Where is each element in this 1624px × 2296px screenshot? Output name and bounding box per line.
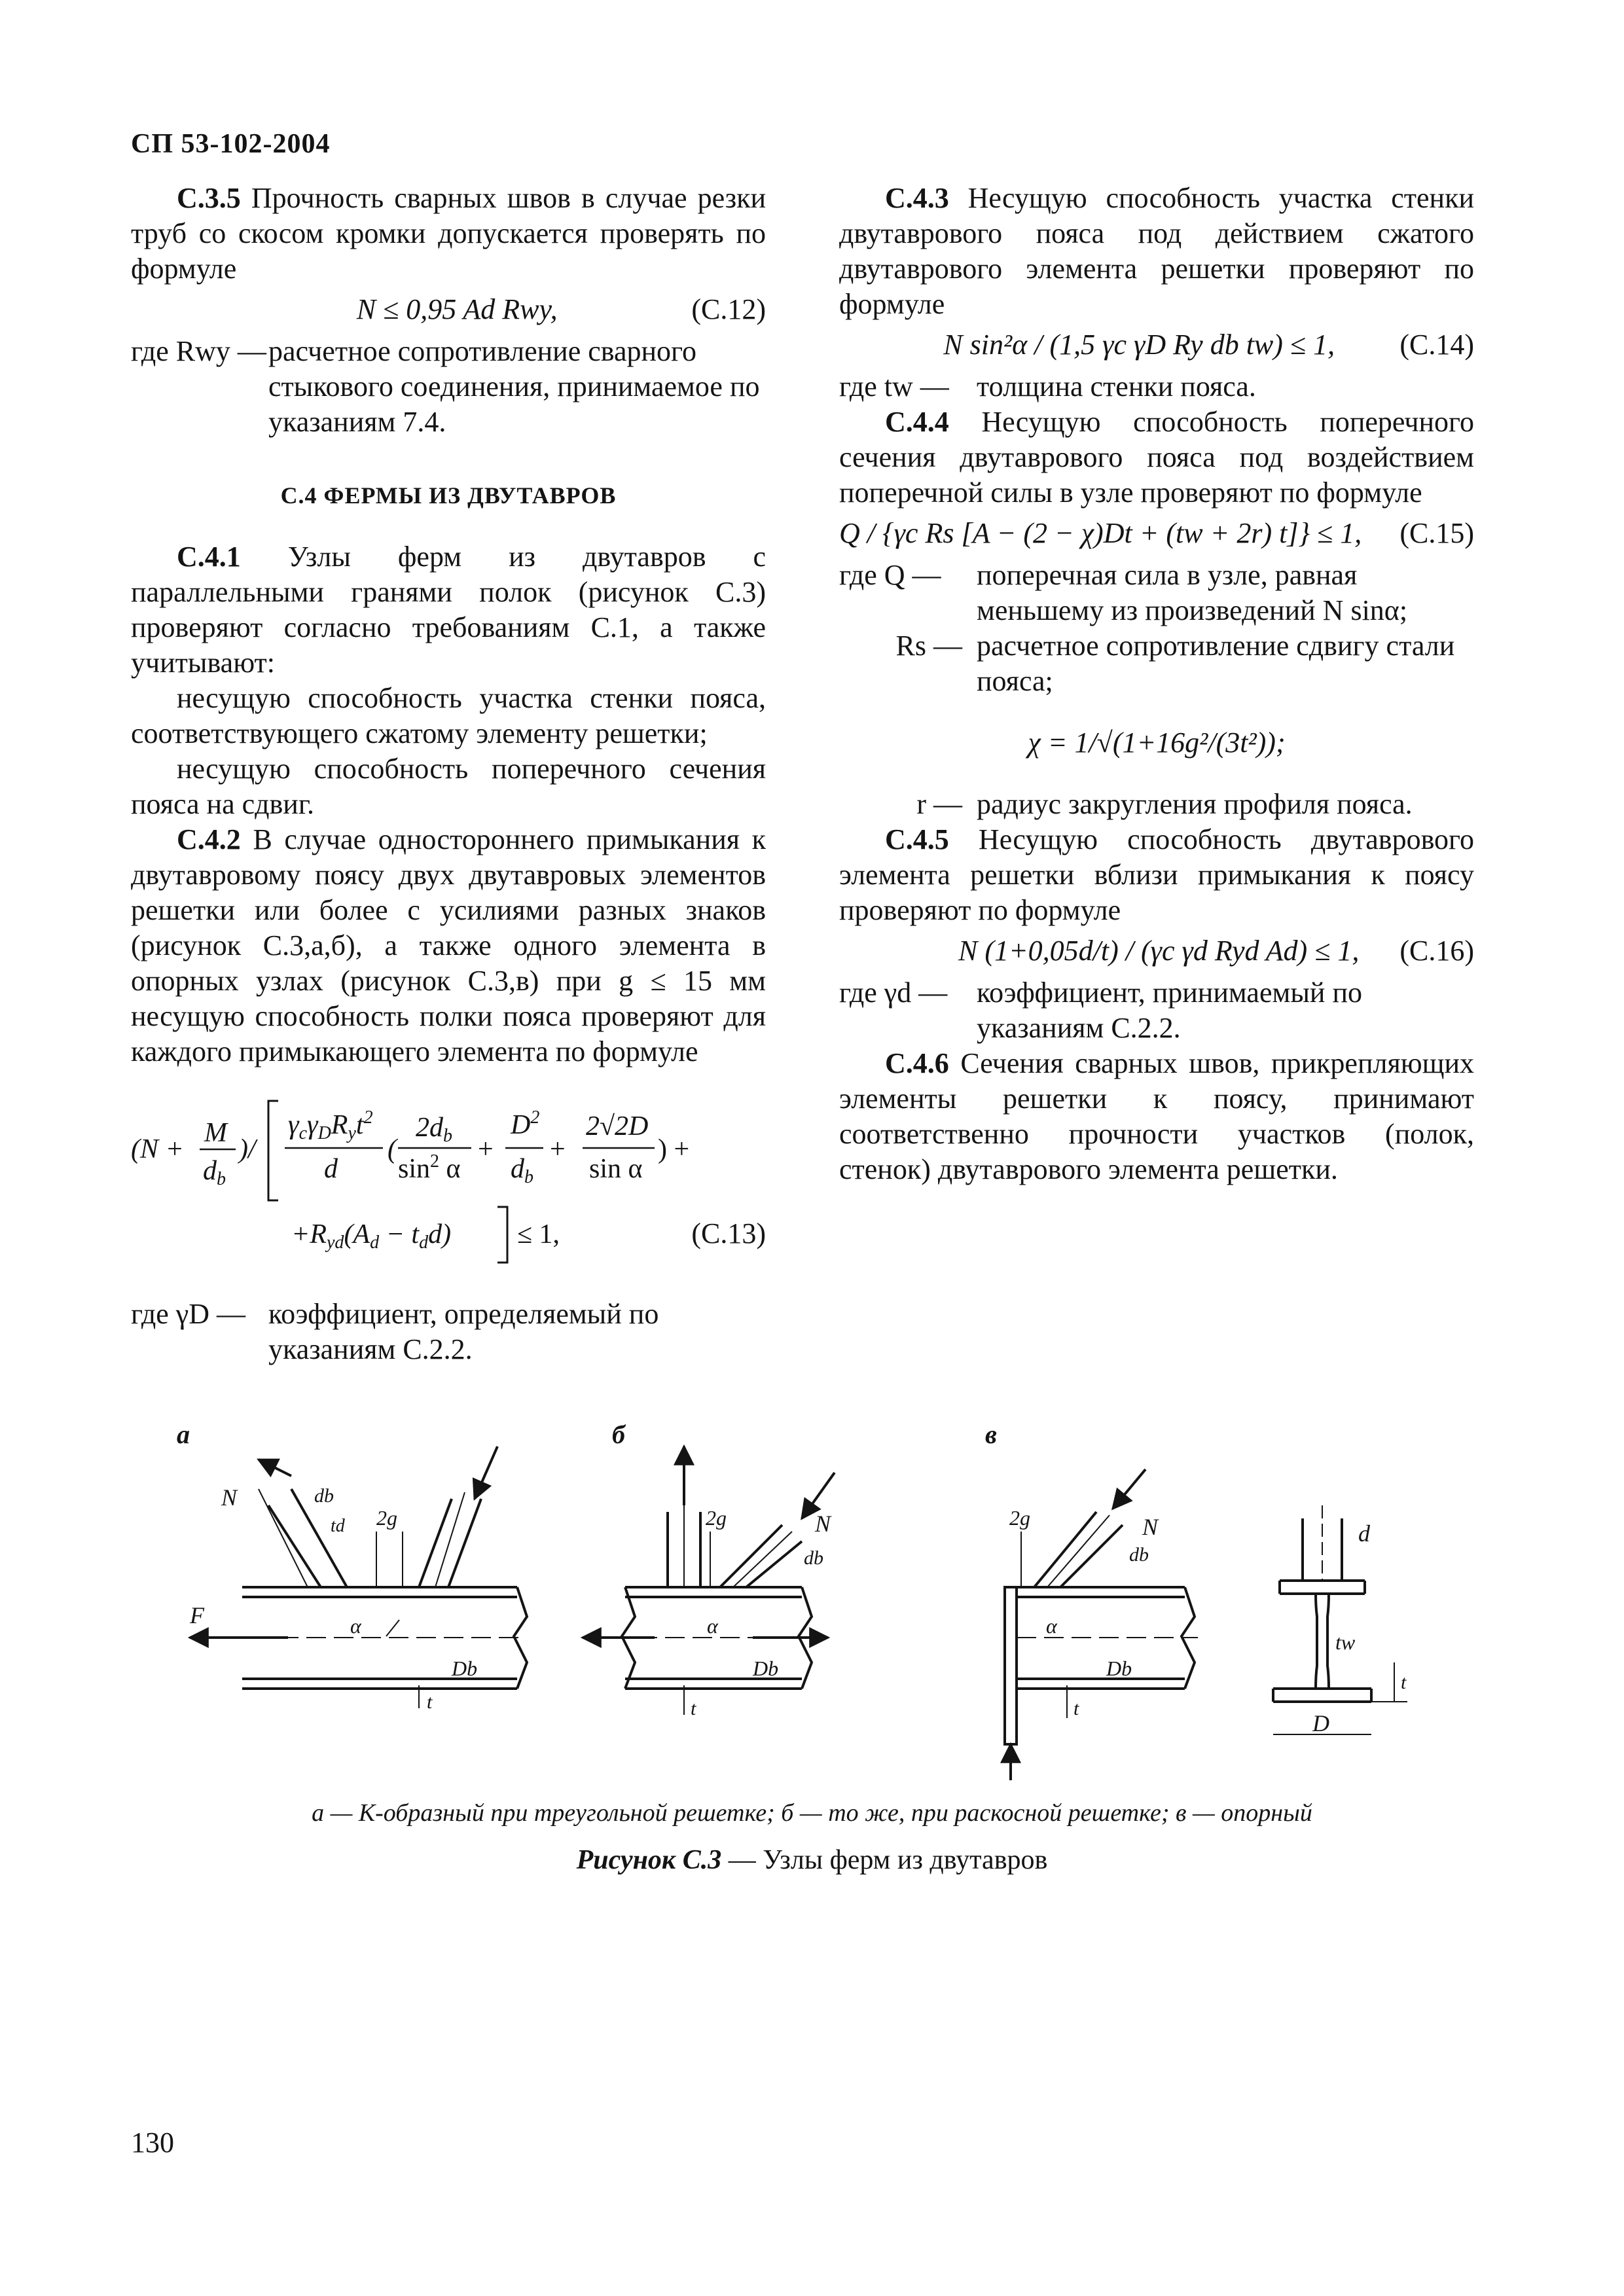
diagram-v	[1005, 1469, 1198, 1780]
label-N: N	[1142, 1514, 1159, 1540]
svg-text:db: db	[203, 1156, 226, 1189]
definition-q	[839, 558, 1474, 628]
force-arrow	[475, 1446, 497, 1499]
clause-c42	[131, 822, 766, 1069]
equation-c15	[839, 516, 1474, 551]
force-arrow	[1113, 1469, 1146, 1509]
svg-text:sin2 α: $\sin^2 \alpha$	[398, 1151, 461, 1184]
svg-text:≤ 1,: ≤ 1,	[517, 1219, 560, 1249]
definition-gammad-small	[839, 975, 1474, 1046]
brace-line	[268, 1505, 321, 1587]
label-Db: Db	[753, 1657, 779, 1680]
definition-symbol: где γd —	[839, 977, 948, 1009]
figure-caption-title: — Узлы ферм из двутавров	[721, 1845, 1048, 1875]
clause-c45	[839, 822, 1474, 928]
figure-label-a: а	[177, 1420, 190, 1449]
equation-text: N ≤ 0,95 Ad Rwy,	[356, 293, 558, 325]
label-N: N	[815, 1511, 831, 1537]
svg-text:d: d	[324, 1154, 338, 1184]
label-db: db	[804, 1547, 823, 1569]
label-t: t	[427, 1691, 433, 1713]
equation-number: (С.16)	[1399, 935, 1474, 967]
label-alpha: α	[350, 1614, 361, 1638]
figure-caption	[0, 1844, 1624, 1876]
label-t: t	[691, 1698, 696, 1719]
equation-c16	[839, 933, 1474, 969]
definition-symbol: где γD —	[131, 1298, 245, 1330]
label-2g: 2g	[706, 1506, 727, 1530]
definition-text: расчетное сопротивление сдвигу стали пояса;	[977, 630, 1455, 697]
brace-line	[448, 1499, 481, 1587]
svg-text:(: (	[388, 1134, 397, 1164]
svg-text:db: db	[511, 1154, 533, 1187]
definition-symbol: r —	[916, 788, 962, 820]
clause-text: В случае одностороннего примыкания к двутавровому поясу двух двутавровых элементов решетки или более с усилиями разных знаков (рисунок С.3,а,б), а также одного элемента в опорных узлах (рисунок С.3,в) при g ≤ 15 мм несущую способность полки пояса проверяют для каждого примыкающего элемента по формуле	[131, 823, 767, 1067]
definition-text: поперечная сила в узле, равная меньшему из произведений N sinα;	[977, 559, 1408, 626]
label-D: D	[1312, 1710, 1329, 1736]
label-F: F	[190, 1602, 204, 1628]
definition-text: коэффициент, определяемый по указаниям С.2.2.	[268, 1298, 659, 1365]
clause-number: С.4.4	[885, 406, 949, 438]
brace-line	[1047, 1515, 1110, 1587]
break-line	[514, 1587, 527, 1689]
angle-line	[386, 1620, 399, 1636]
brace-line	[1034, 1512, 1096, 1587]
equation-c12	[131, 292, 766, 327]
force-arrow	[259, 1460, 291, 1476]
definition-symbol: Rs —	[895, 630, 962, 662]
equation-number: (С.13)	[691, 1217, 766, 1249]
brace-line	[720, 1525, 782, 1587]
definition-r	[839, 787, 1474, 822]
end-plate	[1005, 1587, 1017, 1744]
svg-text:(N +: (N +	[131, 1134, 184, 1164]
label-2g: 2g	[376, 1506, 397, 1530]
equation-number: (С.15)	[1399, 517, 1474, 549]
label-td: td	[331, 1516, 345, 1536]
figure-caption-number: Рисунок С.3	[576, 1845, 722, 1875]
clause-text: Несущую способность двутаврового элемента решетки вблизи примыкания к поясу проверяют по формуле	[839, 823, 1475, 926]
brace-line	[1060, 1525, 1123, 1587]
clause-number: С.4.2	[177, 823, 241, 855]
web-profile	[1316, 1594, 1317, 1689]
definition-symbol: где Q —	[839, 559, 941, 591]
label-tw: tw	[1335, 1630, 1356, 1654]
section-view	[1273, 1505, 1407, 1734]
svg-text:D2: $D^2$	[511, 1107, 540, 1140]
definition-text: расчетное сопротивление сварного стыкового соединения, принимаемое по указаниям 7.4.	[268, 335, 760, 438]
clause-number: С.4.3	[885, 182, 949, 214]
clause-c43	[839, 181, 1474, 322]
figure-subcaption: а — К-образный при треугольной решетке; б — то же, при раскосной решетке; в — опорный	[312, 1799, 1312, 1827]
right-column	[839, 181, 1474, 1187]
label-Db: Db	[1106, 1657, 1132, 1680]
section-title: С.4 ФЕРМЫ ИЗ ДВУТАВРОВ	[280, 482, 617, 509]
definition-text: коэффициент, принимаемый по указаниям С.2.2.	[977, 977, 1362, 1044]
definition-text: толщина стенки пояса.	[977, 370, 1256, 403]
label-t: t	[1401, 1672, 1407, 1693]
clause-text: Несущую способность поперечного сечения двутаврового пояса под воздействием поперечной силы в узле проверяют по формуле	[839, 406, 1474, 509]
list-item: несущую способность поперечного сечения пояса на сдвиг.	[131, 753, 766, 820]
svg-text:) +: ) +	[658, 1134, 690, 1164]
label-Db: Db	[452, 1657, 478, 1680]
clause-text: Несущую способность участка стенки двутаврового пояса под действием сжатого двутаврового элемента решетки проверяют по формуле	[839, 182, 1475, 320]
label-2g: 2g	[1009, 1506, 1030, 1530]
definition-text: радиус закругления профиля пояса.	[977, 788, 1413, 820]
clause-c41	[131, 539, 766, 681]
figure-c3	[0, 1407, 1624, 1780]
clause-number: С.4.6	[885, 1047, 949, 1079]
equation-number: (С.12)	[691, 293, 766, 325]
label-db: db	[314, 1485, 334, 1507]
figure-label-b: б	[612, 1420, 625, 1449]
svg-text:+: +	[478, 1134, 494, 1164]
definition-rs	[839, 628, 1474, 699]
document-header: СП 53-102-2004	[131, 129, 331, 159]
equation-text: N sin²α / (1,5 γc γD Ry db tw) ≤ 1,	[943, 329, 1335, 361]
svg-text:)/: )/	[239, 1134, 256, 1164]
clause-text: Сечения сварных швов, прикрепляющих элементы решетки к поясу, принимают соответственно прочности участков (полок, стенок) двутаврового элемента решетки.	[839, 1047, 1474, 1185]
label-N: N	[221, 1484, 238, 1511]
equation-text: N (1+0,05d/t) / (γc γd Ryd Ad) ≤ 1,	[958, 935, 1360, 967]
svg-text:2√2D: 2√2D	[586, 1111, 649, 1141]
definition-symbol: где tw —	[839, 370, 949, 403]
definition-tw	[839, 369, 1474, 404]
definition-symbol: где Rwy —	[131, 335, 266, 367]
svg-text:+Ryd(Ad − tdd): +Ryd(Ad − tdd)	[291, 1219, 452, 1253]
page-number: 130	[131, 2126, 174, 2159]
definition-gammad	[131, 1297, 766, 1367]
figure-label-v: в	[985, 1420, 997, 1449]
clause-c44	[839, 404, 1474, 511]
label-db: db	[1129, 1544, 1149, 1566]
clause-number: С.4.1	[177, 541, 241, 573]
left-column	[131, 181, 766, 1367]
equation-number: (С.14)	[1399, 329, 1474, 361]
equation-c14	[839, 327, 1474, 363]
svg-text:M: M	[204, 1118, 227, 1148]
diagram-b	[583, 1446, 835, 1715]
label-d: d	[1358, 1520, 1370, 1547]
list-item: несущую способность участка стенки пояса, соответствующего сжатому элементу решетки;	[131, 682, 766, 749]
equation-text: Q / {γc Rs [A − (2 − χ)Dt + (tw + 2r) t]} ≤ 1,	[839, 517, 1362, 549]
svg-text:sin α: sin α	[589, 1154, 643, 1184]
clause-text: Узлы ферм из двутавров с параллельными гранями полок (рисунок С.3) проверяют согласно требованиям С.1, а также учитывают:	[131, 541, 766, 679]
clause-number: С.4.5	[885, 823, 949, 855]
clause-c35	[131, 181, 766, 287]
formula-c13	[131, 1096, 766, 1266]
definition-rwy	[131, 334, 766, 440]
brace-line	[733, 1532, 792, 1587]
svg-text:2db: 2db	[416, 1113, 452, 1146]
label-alpha: α	[707, 1614, 718, 1638]
chi-formula: χ = 1/√(1+16g²/(3t²));	[1028, 726, 1286, 759]
clause-text: Прочность сварных швов в случае резки труб со скосом кромки допускается проверять по формуле	[131, 182, 767, 285]
clause-c46	[839, 1046, 1474, 1187]
brace-line	[419, 1499, 452, 1587]
label-alpha: α	[1046, 1614, 1057, 1638]
clause-number: С.3.5	[177, 182, 241, 214]
label-t: t	[1074, 1698, 1079, 1719]
svg-text:γcγDRyt2: γcγDRyt$^2$	[288, 1107, 373, 1143]
svg-text:+: +	[550, 1134, 566, 1164]
web-profile	[1327, 1594, 1329, 1689]
